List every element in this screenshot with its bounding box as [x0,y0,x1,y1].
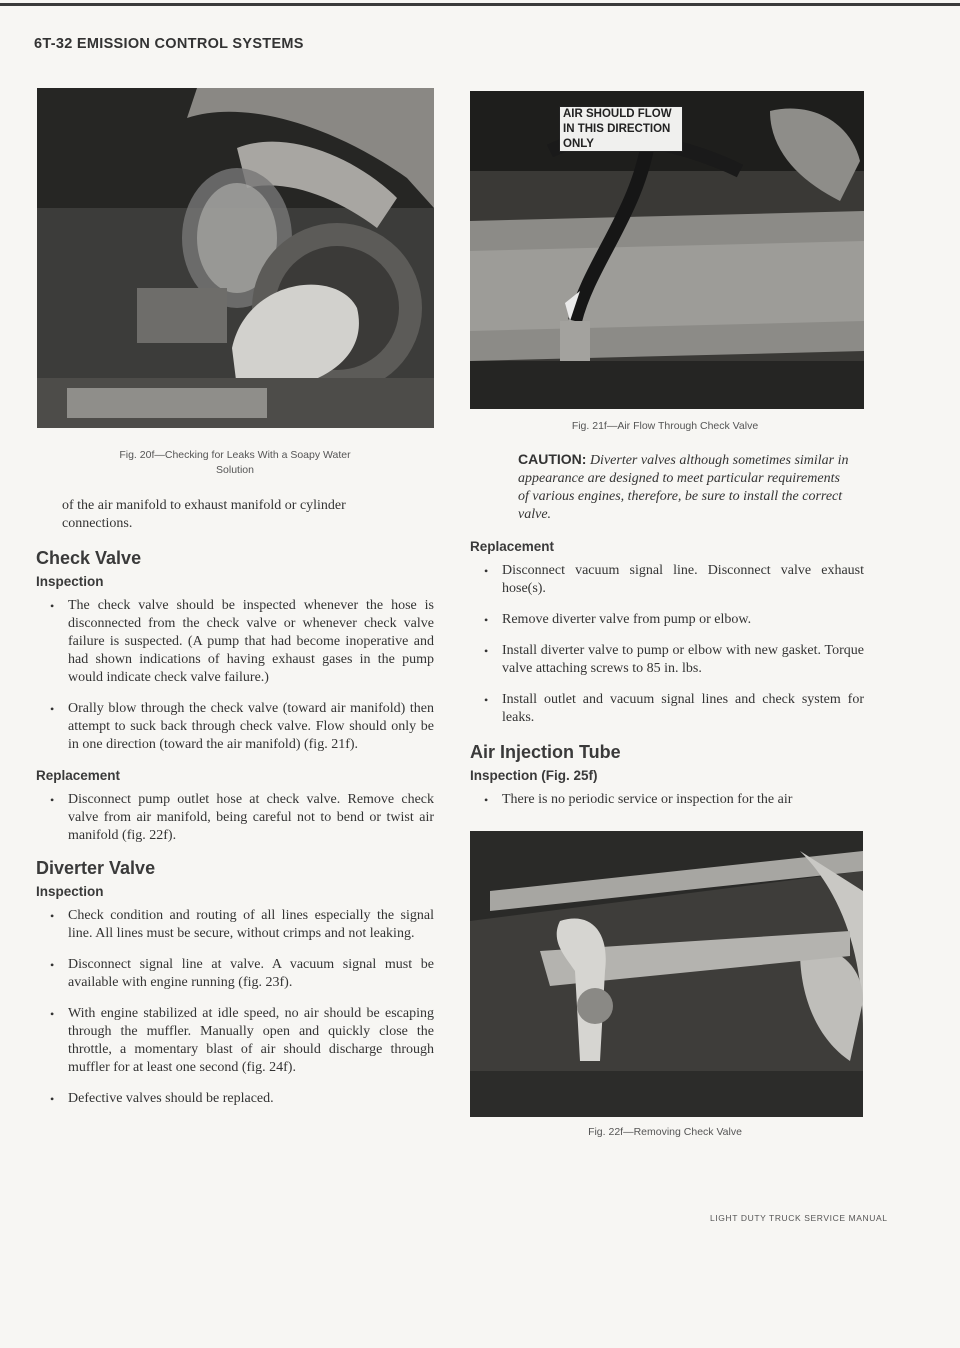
air-flow-label [559,106,683,152]
list-item: • Check condition and routing of all lines especially the signal line. All lines must be secure, without crimps and not leaking. [36,907,434,943]
page-header: 6T-32 EMISSION CONTROL SYSTEMS [34,36,304,52]
caption-fig-20f [60,448,410,478]
photo-fig-22f [470,831,863,1117]
air-tube-inspection-heading: Inspection (Fig. 25f) [470,768,598,783]
list-item: • Install outlet and vacuum signal lines and check system for leaks. [470,691,864,727]
check-valve-inspection-list [36,597,434,754]
caption-fig-20f-line2: Solution [216,464,254,476]
photo-fig-20f [37,88,434,428]
check-valve-replacement-list [36,791,434,845]
check-valve-replacement-heading: Replacement [36,768,121,783]
list-item: • Orally blow through the check valve (toward air manifold) then attempt to suck back through check valve. Flow should only be in one direction (toward the air manifold) (fig. 21f). [36,700,434,754]
list-item: • Disconnect vacuum signal line. Disconnect valve exhaust hose(s). [470,562,864,598]
diverter-valve-heading: Diverter Valve [36,858,156,878]
caution-text: Diverter valves although sometimes similar in appearance are designed to meet particular requirements of various engines, therefore, be sure to install the correct valve. [518,453,849,522]
list-item: • Defective valves should be replaced. [36,1090,434,1108]
air-injection-tube-heading: Air Injection Tube [470,742,621,762]
diverter-valve-inspection-heading: Inspection [36,884,104,899]
intro-paragraph: of the air manifold to exhaust manifold or cylinder connections. [62,498,346,531]
air-flow-label-line2: IN THIS DIRECTION [563,123,671,135]
caption-fig-22f: Fig. 22f—Removing Check Valve [588,1126,742,1138]
caption-fig-20f-line1: Fig. 20f—Checking for Leaks With a Soapy Water [119,449,351,461]
list-item: • With engine stabilized at idle speed, no air should be escaping through the muffler. Manually open and quickly close the throttle, a momentary blast of air should discharge through muffler for at least one second (fig. 24f). [36,1005,434,1077]
check-valve-heading: Check Valve [36,548,142,568]
list-item: • There is no periodic service or inspection for the air [470,791,864,809]
check-valve-inspection-heading: Inspection [36,574,104,589]
list-item: • The check valve should be inspected whenever the hose is disconnected from the check valve or whenever check valve failure is suspected. (A pump that had become inoperative and had shown indications of having exhaust gases in the pump would indicate check valve failure.) [36,597,434,687]
list-item: • Disconnect pump outlet hose at check valve. Remove check valve from air manifold, being careful not to bend or twist air manifold (fig. 22f). [36,791,434,845]
right-column [470,450,864,822]
page-footer: LIGHT DUTY TRUCK SERVICE MANUAL [710,1213,888,1223]
left-column [36,497,434,1121]
caption-fig-21f: Fig. 21f—Air Flow Through Check Valve [571,420,759,432]
list-item: • Install diverter valve to pump or elbow with new gasket. Torque valve attaching screws to 85 in. lbs. [470,642,864,678]
top-rule [0,3,960,6]
list-item: • Disconnect signal line at valve. A vacuum signal must be available with engine running (fig. 23f). [36,956,434,992]
air-flow-label-line1: AIR SHOULD FLOW [563,108,672,120]
caution-label: CAUTION: [518,451,587,467]
caution-note [470,450,864,524]
list-item: • Remove diverter valve from pump or elbow. [470,611,864,629]
air-flow-label-line3: ONLY [563,138,594,150]
air-tube-list [470,791,864,809]
diverter-valve-inspection-list [36,907,434,1108]
diverter-replacement-heading: Replacement [470,539,555,554]
diverter-replacement-list [470,562,864,727]
